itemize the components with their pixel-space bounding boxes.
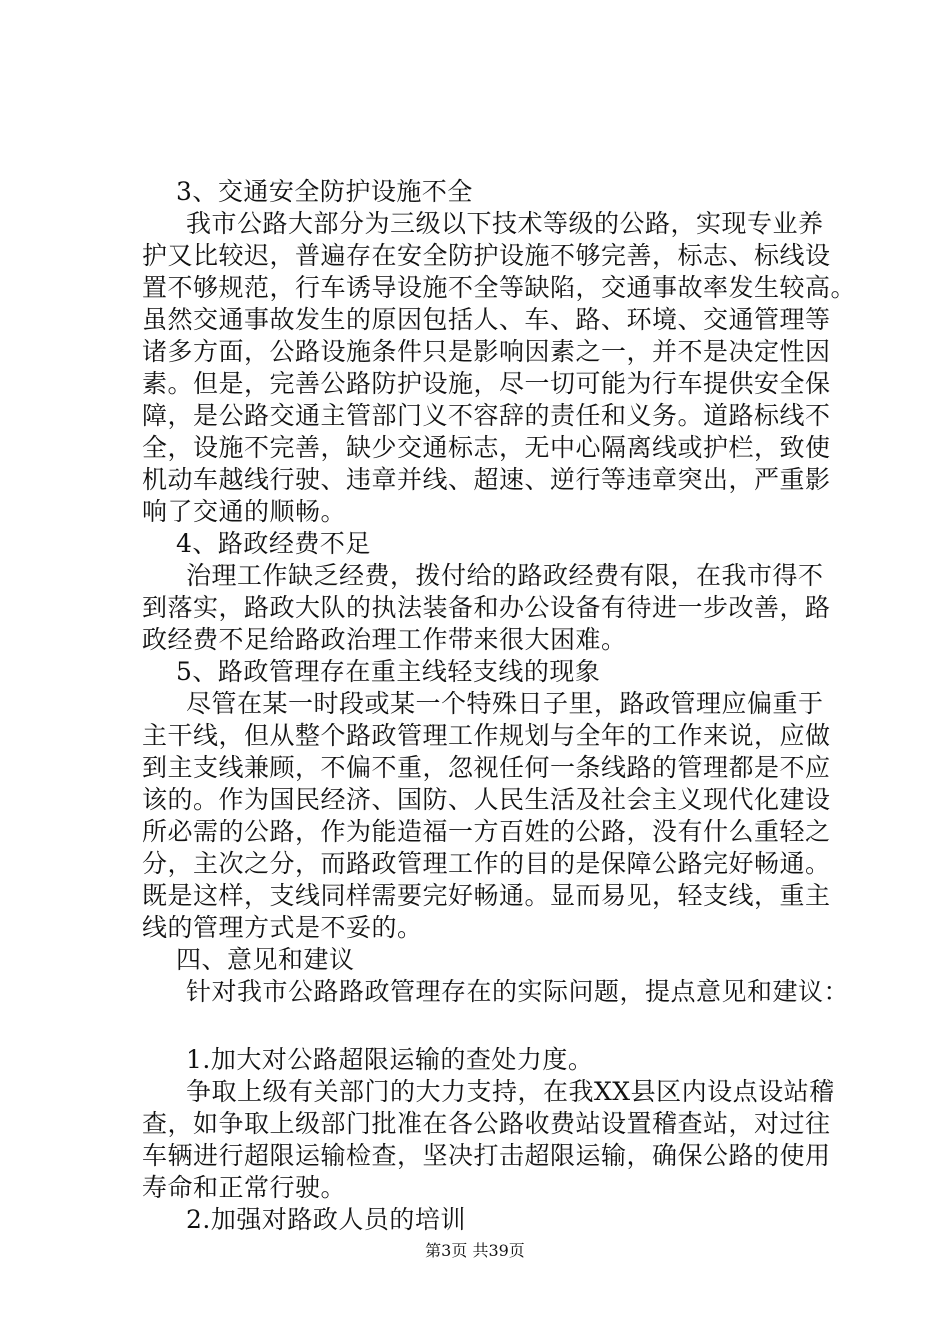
paragraph-line: 寿命和正常行驶。 [142,1173,347,1202]
paragraph-line: 分，主次之分，而路政管理工作的目的是保障公路完好畅通。 [142,849,831,878]
paragraph-line: 到主支线兼顾，不偏不重，忽视任何一条线路的管理都是不应 [142,753,831,782]
paragraph-line: 我市公路大部分为三级以下技术等级的公路，实现专业养 [186,209,824,238]
paragraph-line: 车辆进行超限运输检查，坚决打击超限运输，确保公路的使用 [142,1141,831,1170]
section-heading: 5、路政管理存在重主线轻支线的现象 [176,657,601,686]
paragraph-line: 主干线，但从整个路政管理工作规划与全年的工作来说，应做 [142,721,831,750]
paragraph-line: 素。但是，完善公路防护设施，尽一切可能为行车提供安全保 [142,369,831,398]
subsection-heading: 2.加强对路政人员的培训 [186,1205,466,1234]
paragraph-line: 全，设施不完善，缺少交通标志，无中心隔离线或护栏，致使 [142,433,831,462]
paragraph-line: 到落实，路政大队的执法装备和办公设备有待进一步改善，路 [142,593,831,622]
paragraph-line: 所必需的公路，作为能造福一方百姓的公路，没有什么重轻之 [142,817,831,846]
paragraph-line: 线的管理方式是不妥的。 [142,913,423,942]
subsection-heading: 1.加大对公路超限运输的查处力度。 [186,1045,594,1074]
paragraph-line: 针对我市公路路政管理存在的实际问题，提点意见和建议： [186,977,850,1006]
paragraph-line: 查，如争取上级部门批准在各公路收费站设置稽查站，对过往 [142,1109,831,1138]
paragraph-line: 该的。作为国民经济、国防、人民生活及社会主义现代化建设 [142,785,831,814]
paragraph-line: 机动车越线行驶、违章并线、超速、逆行等违章突出，严重影 [142,465,831,494]
paragraph-line: 虽然交通事故发生的原因包括人、车、路、环境、交通管理等 [142,305,831,334]
paragraph-line: 障，是公路交通主管部门义不容辞的责任和义务。道路标线不 [142,401,831,430]
paragraph-line: 护又比较迟，普遍存在安全防护设施不够完善，标志、标线设 [142,241,831,270]
section-heading: 4、路政经费不足 [176,529,371,558]
section-heading: 3、交通安全防护设施不全 [176,177,473,206]
paragraph-line: 政经费不足给路政治理工作带来很大困难。 [142,625,627,654]
paragraph-gap [142,1008,862,1044]
paragraph-line: 尽管在某一时段或某一个特殊日子里，路政管理应偏重于 [186,689,824,718]
page-number-footer: 第3页 共39页 [425,1241,525,1260]
paragraph-line: 治理工作缺乏经费，拨付给的路政经费有限，在我市得不 [186,561,824,590]
paragraph-line: 响了交通的顺畅。 [142,497,347,526]
section-heading: 四、意见和建议 [176,945,355,974]
paragraph-line: 置不够规范，行车诱导设施不全等缺陷，交通事故率发生较高。 [142,273,857,302]
paragraph-line: 争取上级有关部门的大力支持，在我XX县区内设点设站稽 [186,1077,835,1106]
document-body [142,176,862,1236]
paragraph-line: 诸多方面，公路设施条件只是影响因素之一，并不是决定性因 [142,337,831,366]
paragraph-line: 既是这样，支线同样需要完好畅通。显而易见，轻支线，重主 [142,881,831,910]
